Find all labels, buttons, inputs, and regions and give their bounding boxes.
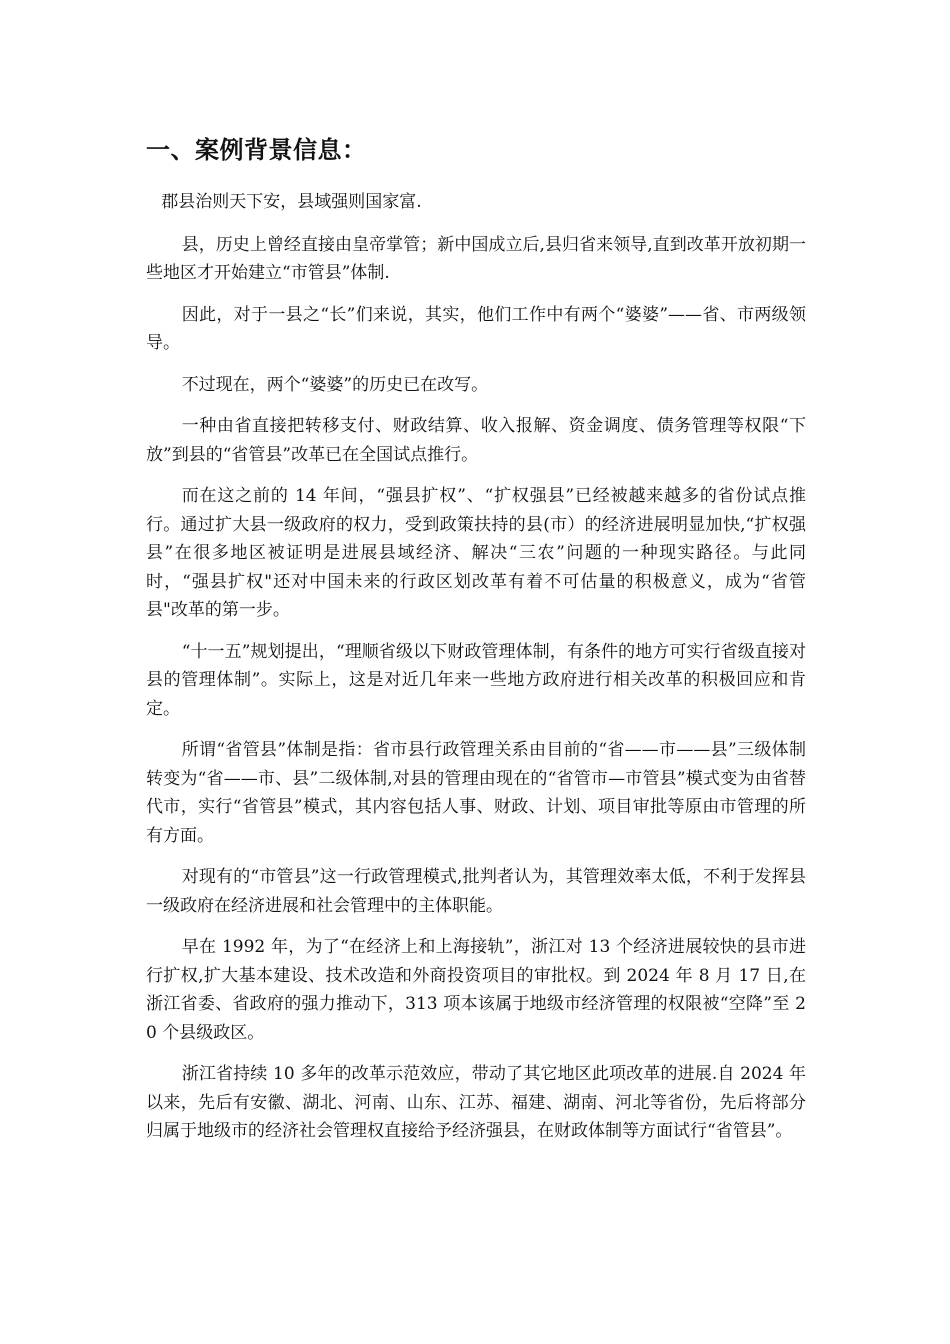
paragraph-6: 而在这之前的 14 年间，“强县扩权”、“扩权强县”已经被越来越多的省份试点推行。通过扩大县一级政府的权力，受到政策扶持的县(市）的经济进展明显加快,“扩权强县”在很多地区被证明是进展县域经济、解决“三农”问题的一种现实路径。与此同时，“强县扩权"还对中国未来的行政区划改革有着不可估量的积极意义，成为“省管县"改革的第一步。 bbox=[146, 486, 806, 620]
paragraph-11: 浙江省持续 10 多年的改革示范效应，带动了其它地区此项改革的进展.自 2024 年以来，先后有安徽、湖北、河南、山东、江苏、福建、湖南、河北等省份，先后将部分归属于地级市的经济社会管理权直接给予经济强县，在财政体制等方面试行“省管县”。 bbox=[146, 1064, 806, 1141]
paragraph-7: “十一五”规划提出，“理顺省级以下财政管理体制，有条件的地方可实行省级直接对县的管理体制”。实际上，这是对近几年来一些地方政府进行相关改革的积极回应和肯定。 bbox=[146, 641, 806, 719]
paragraph-5: 一种由省直接把转移支付、财政结算、收入报解、资金调度、债务管理等权限“下放”到县的“省管县”改革已在全国试点推行。 bbox=[146, 416, 806, 465]
paragraph-10: 早在 1992 年，为了“在经济上和上海接轨”，浙江对 13 个经济进展较快的县市进行扩权,扩大基本建设、技术改造和外商投资项目的审批权。到 2024 年 8 月 17 日,在浙江省委、省政府的强力推动下，313 项本该属于地级市经济管理的权限被“空降”至 20 个县级政区。 bbox=[146, 937, 806, 1043]
paragraph-1: 郡县治则天下安，县域强则国家富. bbox=[161, 192, 422, 212]
paragraph-4: 不过现在，两个“婆婆”的历史已在改写。 bbox=[181, 374, 489, 395]
paragraph-2: 县，历史上曾经直接由皇帝掌管；新中国成立后,县归省来领导,直到改革开放初期一些地区才开始建立“市管县”体制. bbox=[146, 234, 806, 283]
document-body bbox=[146, 132, 806, 1159]
paragraph-3: 因此，对于一县之“长”们来说，其实，他们工作中有两个“婆婆”——省、市两级领导。 bbox=[146, 304, 806, 353]
section-heading: 一、案例背景信息： bbox=[146, 136, 367, 164]
paragraph-9: 对现有的“市管县”这一行政管理模式,批判者认为，其管理效率太低，不利于发挥县一级政府在经济进展和社会管理中的主体职能。 bbox=[146, 867, 806, 916]
paragraph-8: 所谓“省管县”体制是指：省市县行政管理关系由目前的“省——市——县”三级体制转变为“省——市、县”二级体制,对县的管理由现在的“省管市—市管县”模式变为由省替代市，实行“省管县”模式，其内容包括人事、财政、计划、项目审批等原由市管理的所有方面。 bbox=[146, 740, 806, 846]
